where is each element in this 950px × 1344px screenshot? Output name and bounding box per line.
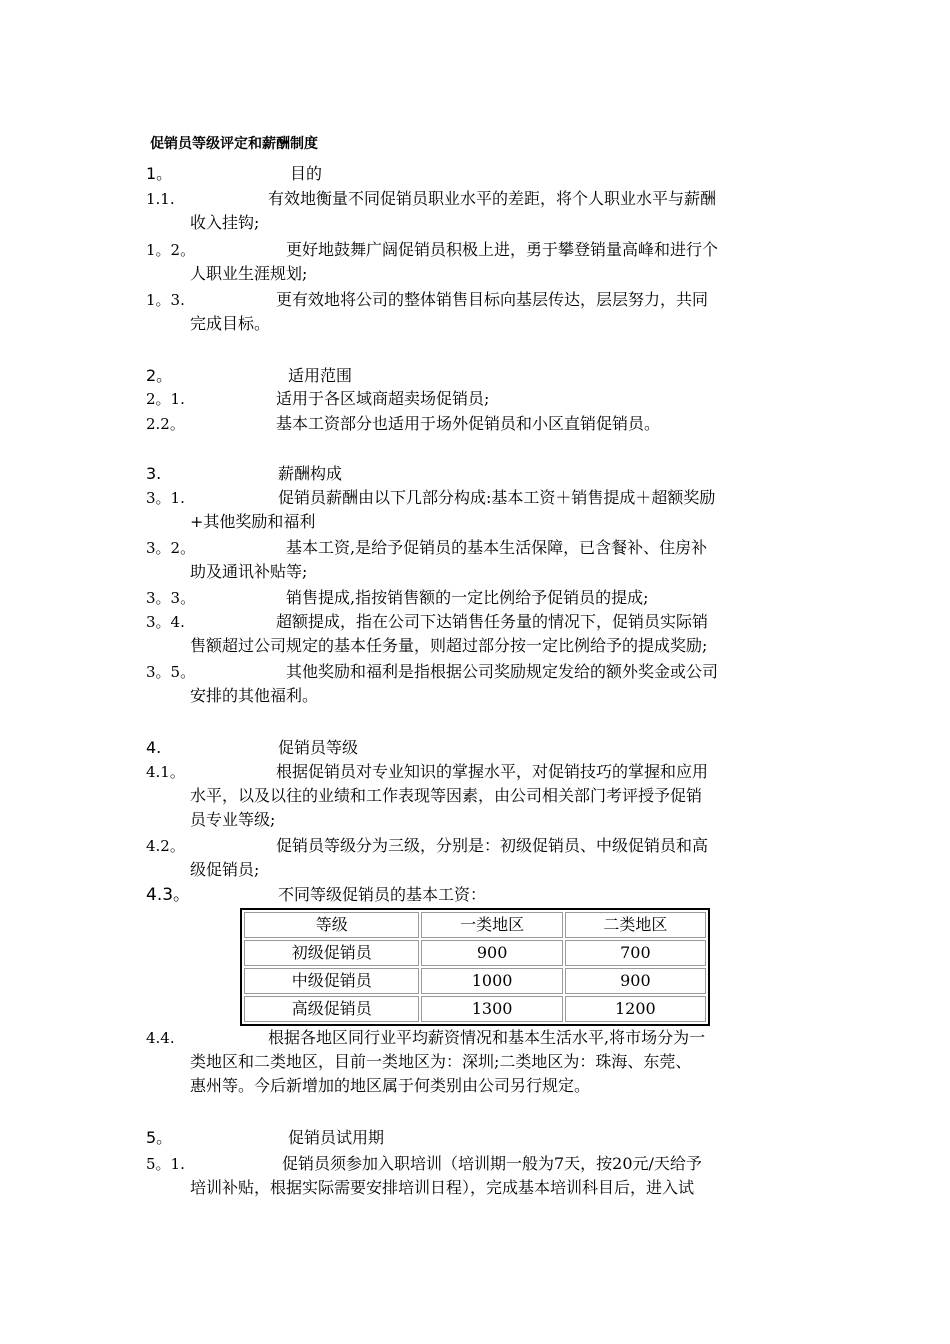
- item-text: 更有效地将公司的整体销售目标向基层传达，层层努力，共同: [276, 290, 709, 309]
- item-number: 4.4.: [146, 1029, 175, 1047]
- section-heading: 促销员试用期: [288, 1128, 385, 1147]
- section-heading: 目的: [290, 164, 323, 183]
- item-number: 3。2。: [146, 539, 196, 557]
- table-cell: 1300: [421, 996, 562, 1022]
- item-text-cont: 人职业生涯规划;: [190, 264, 308, 283]
- section-number: 2。: [146, 366, 173, 385]
- section-heading: 适用范围: [288, 366, 353, 385]
- salary-table: [240, 908, 710, 1026]
- item-number: 3。4.: [146, 613, 185, 631]
- item-text-cont: 安排的其他福利。: [190, 686, 319, 705]
- section-number: 1。: [146, 164, 173, 183]
- item-text: 根据各地区同行业平均薪资情况和基本生活水平,将市场分为一: [268, 1028, 706, 1047]
- item-number: 4.3。: [146, 885, 191, 905]
- item-number: 2.2。: [146, 415, 185, 433]
- table-cell: 1000: [421, 968, 562, 994]
- item-text: 促销员等级分为三级，分别是：初级促销员、中级促销员和高: [276, 836, 709, 855]
- section-heading: 促销员等级: [278, 738, 359, 757]
- item-text-cont: 级促销员;: [190, 860, 260, 879]
- table-header-cell: 一类地区: [421, 912, 562, 938]
- table-header-cell: 等级: [244, 912, 419, 938]
- item-text: 促销员须参加入职培训（培训期一般为7天，按20元/天给予: [282, 1154, 702, 1173]
- item-number: 1.1.: [146, 190, 175, 208]
- item-text: 销售提成,指按销售额的一定比例给予促销员的提成;: [286, 588, 649, 607]
- item-text-cont: 惠州等。今后新增加的地区属于何类别由公司另行规定。: [190, 1076, 591, 1095]
- item-text-cont: 员专业等级;: [190, 810, 276, 829]
- item-text-cont: 售额超过公司规定的基本任务量，则超过部分按一定比例给予的提成奖励;: [190, 636, 708, 655]
- item-text-cont: +其他奖励和福利: [190, 512, 316, 531]
- table-cell: 初级促销员: [244, 940, 419, 966]
- item-text: 适用于各区域商超卖场促销员;: [276, 389, 490, 408]
- item-text: 更好地鼓舞广阔促销员积极上进，勇于攀登销量高峰和进行个: [286, 240, 719, 259]
- table-cell: 高级促销员: [244, 996, 419, 1022]
- item-number: 4.2。: [146, 837, 185, 855]
- item-text-cont: 水平，以及以往的业绩和工作表现等因素，由公司相关部门考评授予促销: [190, 786, 703, 805]
- table-cell: 700: [565, 940, 706, 966]
- item-number: 3。1.: [146, 489, 185, 507]
- table-row: [244, 968, 706, 994]
- table-row: [244, 996, 706, 1022]
- item-text: 其他奖励和福利是指根据公司奖励规定发给的额外奖金或公司: [286, 662, 719, 681]
- item-number: 1。3.: [146, 291, 185, 309]
- item-number: 3。3。: [146, 589, 196, 607]
- item-text-cont: 培训补贴，根据实际需要安排培训日程），完成基本培训科目后，进入试: [190, 1178, 695, 1197]
- table-cell: 中级促销员: [244, 968, 419, 994]
- table-cell: 1200: [565, 996, 706, 1022]
- item-text-cont: 收入挂钩;: [190, 213, 260, 232]
- item-number: 3。5。: [146, 663, 196, 681]
- item-text: 有效地衡量不同促销员职业水平的差距，将个人职业水平与薪酬: [268, 189, 717, 208]
- section-number: 3.: [146, 464, 162, 483]
- item-text-cont: 完成目标。: [190, 314, 271, 333]
- item-text: 基本工资,是给予促销员的基本生活保障，已含餐补、住房补: [286, 538, 708, 557]
- item-text: 超额提成，指在公司下达销售任务量的情况下，促销员实际销: [276, 612, 709, 631]
- table-cell: 900: [421, 940, 562, 966]
- table-header-cell: 二类地区: [565, 912, 706, 938]
- section-number: 5。: [146, 1128, 173, 1147]
- document-title: 促销员等级评定和薪酬制度: [150, 136, 318, 152]
- section-heading: 薪酬构成: [278, 464, 343, 483]
- item-text: 根据促销员对专业知识的掌握水平，对促销技巧的掌握和应用: [276, 762, 709, 781]
- item-number: 4.1。: [146, 763, 185, 781]
- item-number: 2。1.: [146, 390, 185, 408]
- table-header-row: [244, 912, 706, 938]
- table-cell: 900: [565, 968, 706, 994]
- section-number: 4.: [146, 738, 162, 757]
- item-text: 促销员薪酬由以下几部分构成:基本工资＋销售提成＋超额奖励: [278, 488, 716, 507]
- item-number: 1。2。: [146, 241, 196, 259]
- item-text-cont: 助及通讯补贴等;: [190, 562, 308, 581]
- table-row: [244, 940, 706, 966]
- item-text: 不同等级促销员的基本工资：: [278, 885, 487, 904]
- item-number: 5。1.: [146, 1155, 185, 1173]
- item-text-cont: 类地区和二类地区，目前一类地区为：深圳;二类地区为：珠海、东莞、: [190, 1052, 692, 1071]
- item-text: 基本工资部分也适用于场外促销员和小区直销促销员。: [276, 414, 661, 433]
